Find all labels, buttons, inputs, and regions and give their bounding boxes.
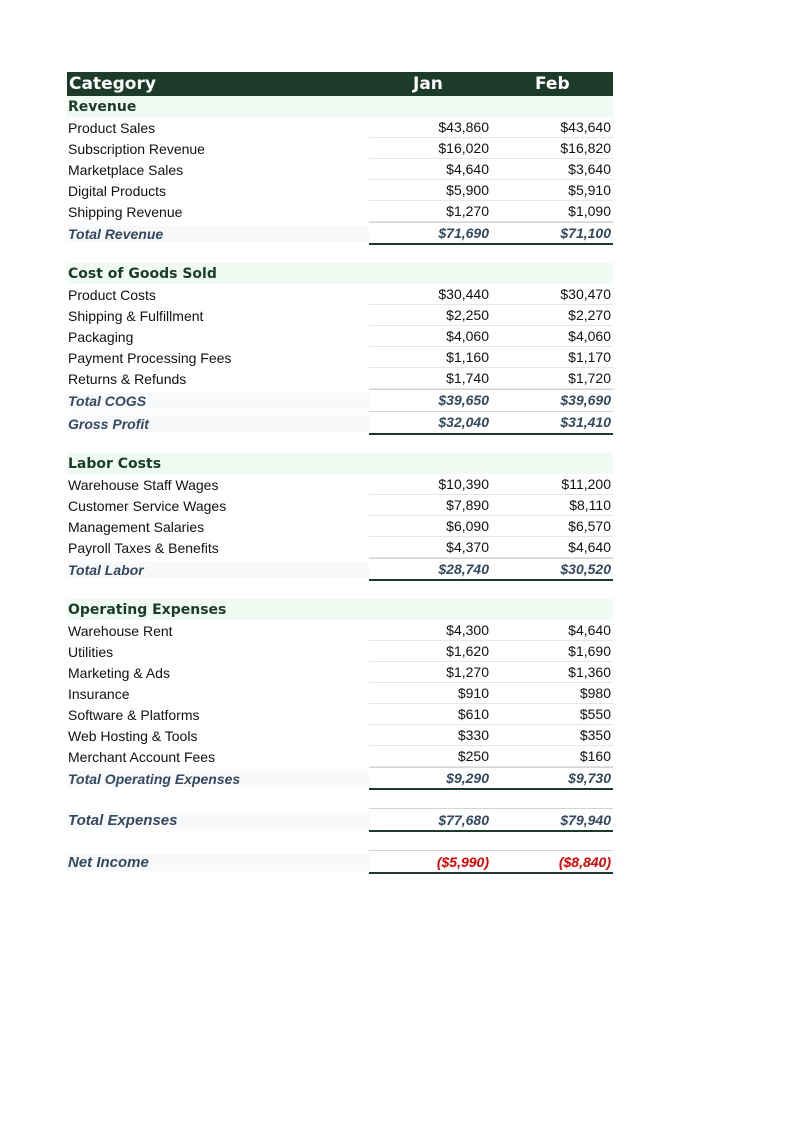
row-label: Product Sales — [68, 119, 156, 136]
table-row — [67, 138, 613, 159]
cell-jan: $16,020 — [369, 138, 491, 159]
gross-profit-label: Gross Profit — [67, 416, 369, 432]
row-spacer — [67, 581, 613, 599]
total-jan: $39,650 — [369, 389, 491, 412]
row-label: Payroll Taxes & Benefits — [68, 539, 219, 556]
section-revenue — [67, 96, 613, 117]
cell-feb: $980 — [491, 683, 613, 704]
total-feb: $39,690 — [491, 389, 613, 412]
cell-feb: $2,270 — [491, 305, 613, 326]
cell-jan: $250 — [369, 746, 491, 767]
row-spacer — [67, 435, 613, 453]
row-label: Software & Platforms — [68, 706, 200, 723]
cell-feb: $1,360 — [491, 662, 613, 683]
cell-feb: $3,640 — [491, 159, 613, 180]
row-label: Product Costs — [68, 286, 156, 303]
row-label: Warehouse Rent — [68, 622, 173, 639]
total-expenses-label: Total Expenses — [67, 812, 369, 829]
cell-jan: $910 — [369, 683, 491, 704]
section-cogs — [67, 263, 613, 284]
table-row — [67, 347, 613, 368]
cell-jan: $610 — [369, 704, 491, 725]
table-row — [67, 746, 613, 767]
header-category: Category — [69, 74, 156, 94]
total-expenses-jan: $77,680 — [369, 808, 491, 832]
total-label: Total Labor — [67, 562, 369, 578]
cell-feb: $1,090 — [491, 201, 613, 222]
table-row — [67, 474, 613, 495]
total-cogs-row — [67, 389, 613, 412]
cell-feb: $1,170 — [491, 347, 613, 368]
income-statement-table — [67, 72, 613, 874]
total-feb: $71,100 — [491, 222, 613, 245]
table-row — [67, 326, 613, 347]
row-label: Marketing & Ads — [68, 664, 170, 681]
cell-feb: $11,200 — [491, 474, 613, 495]
net-income-row — [67, 850, 613, 874]
header-feb: Feb — [535, 74, 570, 94]
table-row — [67, 516, 613, 537]
cell-feb: $350 — [491, 725, 613, 746]
cell-jan: $1,270 — [369, 201, 491, 222]
total-label: Total COGS — [67, 393, 369, 409]
cell-feb: $4,640 — [491, 537, 613, 558]
total-feb: $9,730 — [491, 767, 613, 790]
row-label: Returns & Refunds — [68, 370, 187, 387]
section-opex — [67, 599, 613, 620]
row-spacer — [67, 790, 613, 808]
net-income-label: Net Income — [67, 854, 369, 871]
table-row — [67, 117, 613, 138]
cell-jan: $4,300 — [369, 620, 491, 641]
net-income-feb: ($8,840) — [491, 850, 613, 874]
row-label: Merchant Account Fees — [68, 748, 216, 765]
cell-feb: $16,820 — [491, 138, 613, 159]
cell-jan: $330 — [369, 725, 491, 746]
total-revenue-row — [67, 222, 613, 245]
total-expenses-feb: $79,940 — [491, 808, 613, 832]
total-jan: $71,690 — [369, 222, 491, 245]
cell-jan: $5,900 — [369, 180, 491, 201]
row-label: Packaging — [68, 328, 134, 345]
row-label: Insurance — [68, 685, 130, 702]
section-title: Revenue — [68, 98, 137, 115]
section-labor — [67, 453, 613, 474]
total-labor-row — [67, 558, 613, 581]
table-row — [67, 284, 613, 305]
cell-feb: $43,640 — [491, 117, 613, 138]
cell-feb: $6,570 — [491, 516, 613, 537]
cell-feb: $1,720 — [491, 368, 613, 389]
cell-jan: $4,060 — [369, 326, 491, 347]
section-title: Operating Expenses — [68, 601, 227, 618]
table-header — [67, 72, 613, 96]
cell-jan: $2,250 — [369, 305, 491, 326]
section-title: Cost of Goods Sold — [68, 265, 217, 282]
cell-jan: $1,740 — [369, 368, 491, 389]
row-label: Management Salaries — [68, 518, 205, 535]
total-opex-row — [67, 767, 613, 790]
row-label: Utilities — [68, 643, 114, 660]
table-row — [67, 683, 613, 704]
gross-profit-feb: $31,410 — [491, 412, 613, 435]
cell-feb: $5,910 — [491, 180, 613, 201]
total-label: Total Operating Expenses — [67, 771, 369, 787]
row-spacer — [67, 245, 613, 263]
table-row — [67, 725, 613, 746]
total-jan: $9,290 — [369, 767, 491, 790]
table-row — [67, 159, 613, 180]
cell-feb: $4,640 — [491, 620, 613, 641]
row-label: Warehouse Staff Wages — [68, 476, 219, 493]
row-label: Customer Service Wages — [68, 497, 227, 514]
total-jan: $28,740 — [369, 558, 491, 581]
cell-jan: $7,890 — [369, 495, 491, 516]
net-income-jan: ($5,990) — [369, 850, 491, 874]
row-label: Shipping Revenue — [68, 203, 183, 220]
cell-feb: $8,110 — [491, 495, 613, 516]
cell-jan: $1,620 — [369, 641, 491, 662]
table-row — [67, 180, 613, 201]
total-feb: $30,520 — [491, 558, 613, 581]
table-row — [67, 368, 613, 389]
table-row — [67, 201, 613, 222]
cell-feb: $4,060 — [491, 326, 613, 347]
cell-feb: $1,690 — [491, 641, 613, 662]
table-row — [67, 537, 613, 558]
row-label: Subscription Revenue — [68, 140, 205, 157]
table-row — [67, 662, 613, 683]
table-row — [67, 305, 613, 326]
table-row — [67, 704, 613, 725]
total-label: Total Revenue — [67, 226, 369, 242]
cell-jan: $6,090 — [369, 516, 491, 537]
cell-feb: $30,470 — [491, 284, 613, 305]
cell-feb: $550 — [491, 704, 613, 725]
cell-jan: $4,640 — [369, 159, 491, 180]
cell-jan: $4,370 — [369, 537, 491, 558]
cell-jan: $1,270 — [369, 662, 491, 683]
cell-jan: $43,860 — [369, 117, 491, 138]
gross-profit-jan: $32,040 — [369, 412, 491, 435]
section-title: Labor Costs — [68, 455, 162, 472]
cell-jan: $10,390 — [369, 474, 491, 495]
table-row — [67, 641, 613, 662]
cell-jan: $30,440 — [369, 284, 491, 305]
cell-feb: $160 — [491, 746, 613, 767]
total-expenses-row — [67, 808, 613, 832]
table-row — [67, 495, 613, 516]
row-label: Digital Products — [68, 182, 167, 199]
gross-profit-row — [67, 412, 613, 435]
cell-jan: $1,160 — [369, 347, 491, 368]
row-label: Payment Processing Fees — [68, 349, 232, 366]
header-jan: Jan — [413, 74, 443, 94]
row-label: Shipping & Fulfillment — [68, 307, 204, 324]
row-spacer — [67, 832, 613, 850]
table-row — [67, 620, 613, 641]
row-label: Web Hosting & Tools — [68, 727, 198, 744]
row-label: Marketplace Sales — [68, 161, 184, 178]
